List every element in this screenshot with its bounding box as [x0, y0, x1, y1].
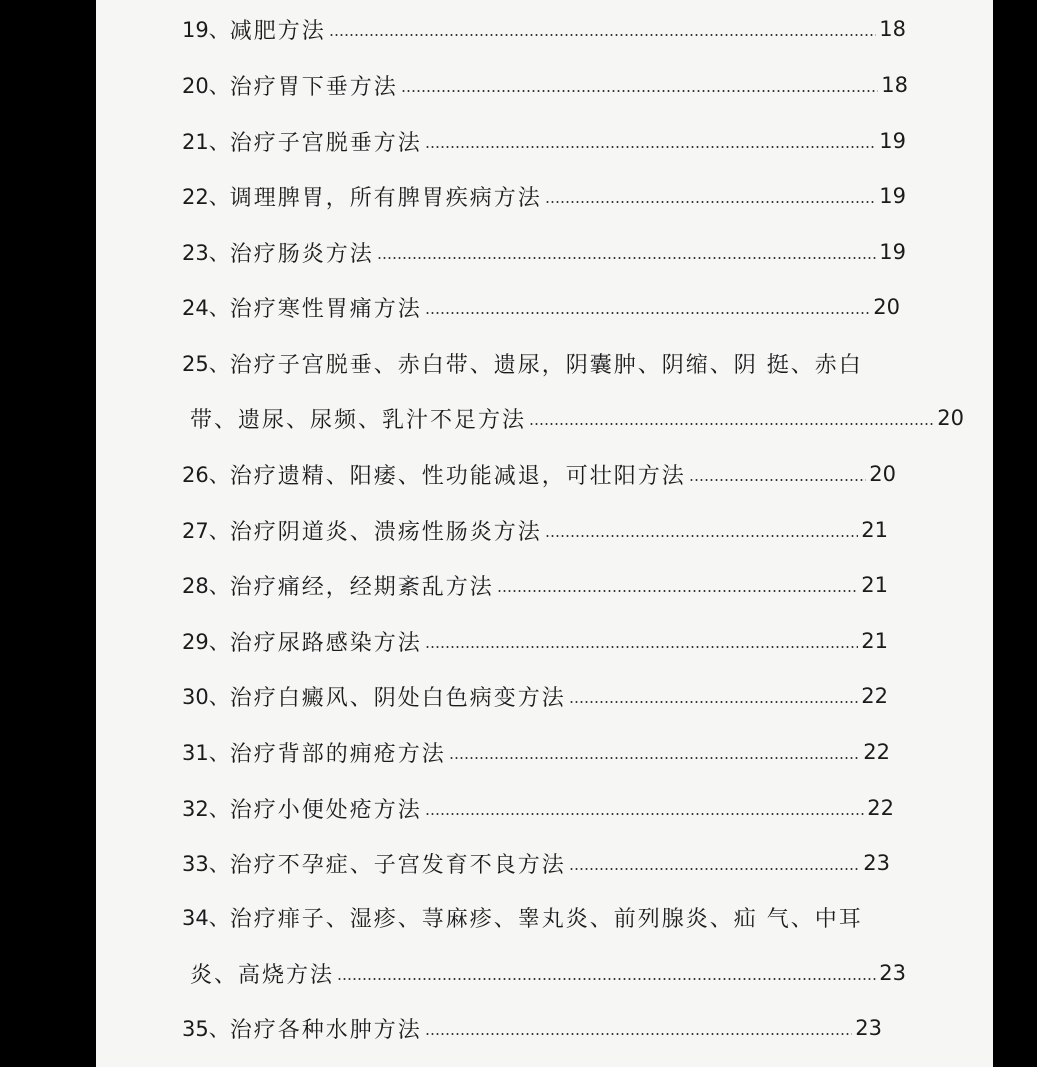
- dot-leader: [425, 1031, 853, 1037]
- toc-entry-number: 22、: [182, 185, 230, 209]
- toc-entry-page: 20: [937, 406, 964, 430]
- toc-entry-34-continuation: [190, 953, 906, 993]
- toc-entry-21: [182, 121, 906, 161]
- toc-entry-19: [182, 9, 906, 49]
- toc-entry-number: 27、: [182, 519, 230, 543]
- toc-entry-25: [182, 343, 922, 383]
- toc-entry-title: 治疗子宫脱垂方法: [229, 130, 422, 156]
- toc-entry-number: 21、: [182, 130, 230, 154]
- dot-leader: [377, 255, 877, 261]
- toc-entry-title: 治疗痛经，经期紊乱方法: [229, 574, 494, 600]
- toc-entry-title: 治疗痱子、湿疹、荨麻疹、睾丸炎、前列腺炎、疝 气、中耳: [229, 906, 863, 932]
- toc-entry-page: 19: [879, 240, 906, 264]
- toc-entry-page: 23: [863, 851, 890, 875]
- toc-entry-27: [182, 510, 888, 550]
- toc-entry-page: 21: [861, 518, 888, 542]
- toc-entry-31: [182, 732, 890, 772]
- toc-entry-20: [182, 65, 908, 105]
- dot-leader: [425, 811, 865, 817]
- toc-entry-page: 20: [869, 462, 896, 486]
- dot-leader: [569, 866, 861, 872]
- toc-entry-23: [182, 232, 906, 272]
- toc-entry-30: [182, 676, 888, 716]
- toc-entry-page: 21: [861, 573, 888, 597]
- toc-entry-25-continuation: [190, 398, 964, 438]
- toc-entry-number: 29、: [182, 630, 230, 654]
- toc-entry-33: [182, 843, 890, 883]
- toc-entry-number: 31、: [182, 741, 230, 765]
- toc-entry-page: 19: [879, 184, 906, 208]
- toc-entry-number: 19、: [182, 18, 230, 42]
- toc-entry-page: 22: [867, 796, 894, 820]
- toc-entry-title-continuation: 炎、高烧方法: [190, 962, 335, 988]
- toc-entry-number: 30、: [182, 685, 230, 709]
- toc-entry-number: 25、: [182, 352, 230, 376]
- toc-entry-number: 23、: [182, 241, 230, 265]
- dot-leader: [529, 421, 934, 427]
- dot-leader: [449, 755, 861, 761]
- dot-leader: [337, 976, 876, 982]
- toc-entry-title-continuation: 带、遗尿、尿频、乳汁不足方法: [190, 407, 527, 433]
- toc-entry-number: 20、: [182, 74, 230, 98]
- toc-entry-28: [182, 565, 888, 605]
- dot-leader: [545, 199, 877, 205]
- toc-entry-32: [182, 788, 894, 828]
- dot-leader: [569, 699, 859, 705]
- toc-entry-number: 34、: [182, 906, 230, 930]
- toc-entry-22: [182, 176, 906, 216]
- toc-entry-title: 治疗不孕症、子宫发育不良方法: [229, 852, 566, 878]
- toc-entry-title: 治疗背部的痈疮方法: [229, 741, 446, 767]
- toc-entry-page: 23: [855, 1016, 882, 1040]
- toc-entry-34: [182, 897, 922, 937]
- toc-entry-page: 22: [863, 740, 890, 764]
- dot-leader: [425, 144, 877, 150]
- toc-entry-29: [182, 621, 888, 661]
- toc-entry-number: 24、: [182, 296, 230, 320]
- toc-entry-title: 治疗寒性胃痛方法: [229, 296, 422, 322]
- toc-entry-number: 28、: [182, 574, 230, 598]
- toc-entry-title: 治疗肠炎方法: [229, 241, 374, 267]
- toc-entry-page: 22: [861, 684, 888, 708]
- toc-entry-title: 治疗各种水肿方法: [229, 1017, 422, 1043]
- toc-entry-number: 35、: [182, 1017, 230, 1041]
- table-of-contents: [96, 0, 993, 1067]
- toc-entry-title: 治疗小便处疮方法: [229, 797, 422, 823]
- dot-leader: [425, 310, 871, 316]
- toc-entry-page: 21: [861, 629, 888, 653]
- toc-entry-title: 治疗遗精、阳痿、性功能减退，可壮阳方法: [229, 463, 686, 489]
- scanned-page: [96, 0, 993, 1067]
- dot-leader: [425, 644, 859, 650]
- toc-entry-number: 32、: [182, 797, 230, 821]
- toc-entry-page: 20: [873, 295, 900, 319]
- dot-leader: [497, 588, 859, 594]
- toc-entry-page: 18: [879, 17, 906, 41]
- toc-entry-page: 19: [879, 129, 906, 153]
- toc-entry-page: 23: [879, 961, 906, 985]
- toc-entry-title: 治疗阴道炎、溃疡性肠炎方法: [229, 519, 542, 545]
- dot-leader: [401, 88, 879, 94]
- dot-leader: [689, 477, 867, 483]
- toc-entry-title: 治疗尿路感染方法: [229, 630, 422, 656]
- dot-leader: [329, 32, 877, 38]
- toc-entry-26: [182, 454, 896, 494]
- toc-entry-35: [182, 1008, 882, 1048]
- dot-leader: [545, 533, 859, 539]
- toc-entry-title: 减肥方法: [229, 18, 326, 44]
- toc-entry-number: 26、: [182, 463, 230, 487]
- toc-entry-number: 33、: [182, 852, 230, 876]
- toc-entry-24: [182, 287, 900, 327]
- toc-entry-title: 调理脾胃，所有脾胃疾病方法: [229, 185, 542, 211]
- toc-entry-title: 治疗子宫脱垂、赤白带、遗尿，阴囊肿、阴缩、阴 挺、赤白: [229, 352, 863, 378]
- toc-entry-page: 18: [881, 73, 908, 97]
- toc-entry-title: 治疗胃下垂方法: [229, 74, 398, 100]
- toc-entry-title: 治疗白癜风、阴处白色病变方法: [229, 685, 566, 711]
